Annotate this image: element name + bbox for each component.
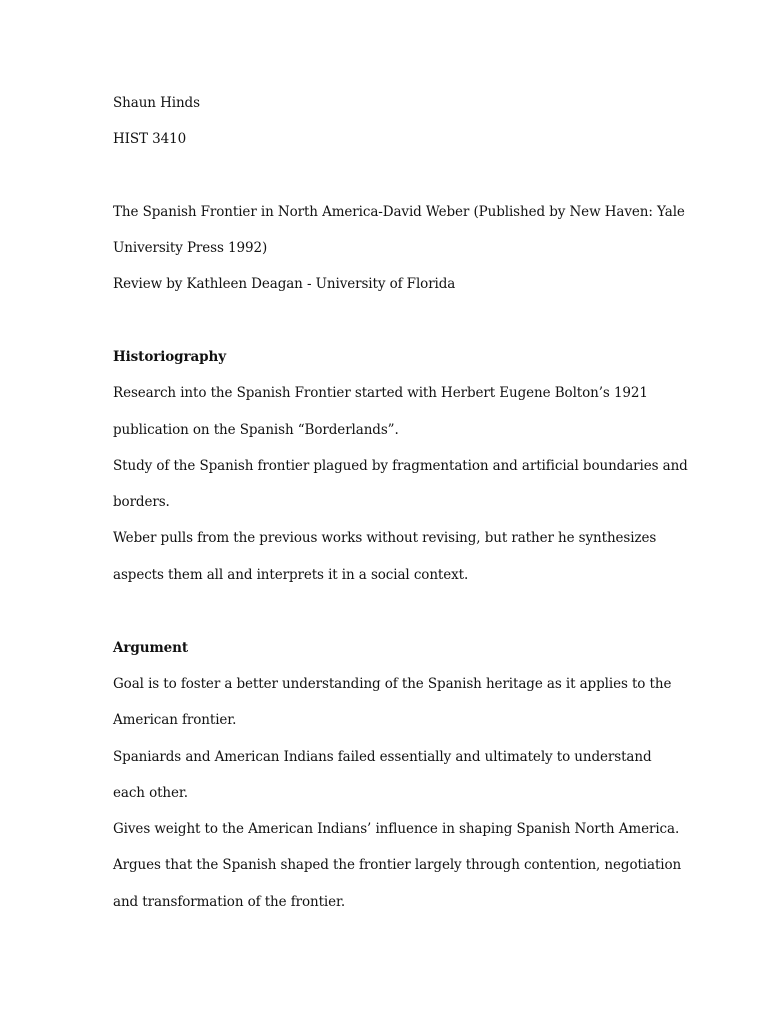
argument-line: each other. bbox=[113, 785, 188, 801]
argument-line: Gives weight to the American Indians’ influence in shaping Spanish North America. bbox=[113, 821, 680, 837]
section-heading-historiography: Historiography bbox=[113, 349, 226, 365]
book-title-line-2: University Press 1992) bbox=[113, 240, 268, 256]
historiography-line: Research into the Spanish Frontier started with Herbert Eugene Bolton’s 1921 bbox=[113, 385, 648, 401]
argument-line: Goal is to foster a better understanding of the Spanish heritage as it applies to the bbox=[113, 676, 672, 692]
course-code: HIST 3410 bbox=[113, 131, 187, 147]
historiography-line: aspects them all and interprets it in a social context. bbox=[113, 567, 469, 583]
book-title-line-1: The Spanish Frontier in North America-David Weber (Published by New Haven: Yale bbox=[113, 204, 685, 220]
review-line: Review by Kathleen Deagan - University of Florida bbox=[113, 276, 456, 292]
argument-line: and transformation of the frontier. bbox=[113, 894, 346, 910]
section-heading-argument: Argument bbox=[113, 640, 188, 656]
historiography-line: Study of the Spanish frontier plagued by fragmentation and artificial boundaries and bbox=[113, 458, 688, 474]
historiography-line: publication on the Spanish “Borderlands”. bbox=[113, 422, 399, 438]
historiography-line: borders. bbox=[113, 494, 170, 510]
argument-line: American frontier. bbox=[113, 712, 237, 728]
argument-line: Spaniards and American Indians failed essentially and ultimately to understand bbox=[113, 749, 652, 765]
historiography-line: Weber pulls from the previous works without revising, but rather he synthesizes bbox=[113, 530, 657, 546]
argument-line: Argues that the Spanish shaped the frontier largely through contention, negotiation bbox=[113, 857, 682, 873]
author-name: Shaun Hinds bbox=[113, 95, 200, 111]
